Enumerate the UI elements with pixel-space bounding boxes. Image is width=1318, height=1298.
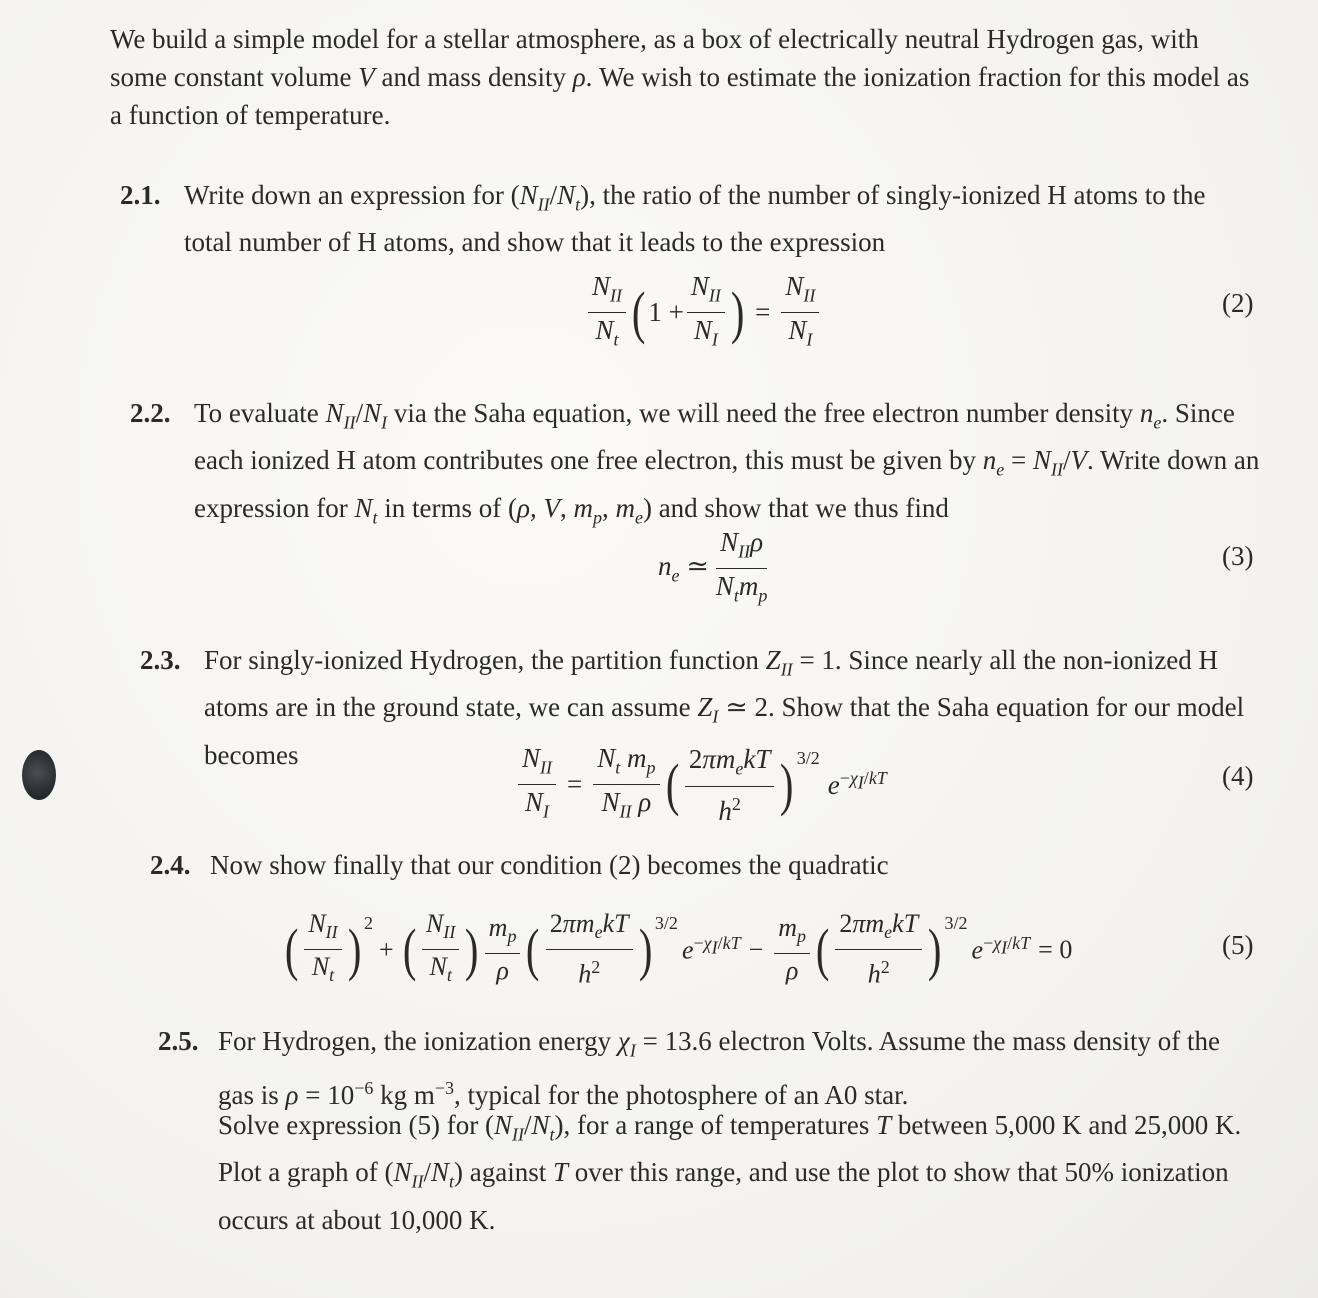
item-number: 2.1. [120, 180, 161, 210]
intro-paragraph: We build a simple model for a stellar atmosphere, as a box of electrically neutral Hydrogen gas, with some constant volume V and mass density ρ. We wish to estimate the ionization fraction for this model as a function of temperature. [110, 24, 1250, 130]
item-number: 2.3. [140, 645, 181, 675]
equation-number-5: (5) [1222, 930, 1254, 960]
item-number: 2.2. [130, 398, 171, 428]
equation-4: $\frac{N_{II}}{N_I}$ = $\frac{N_t m_p}{N_{II} \rho}$ ( $\frac{2\pi m_ekT}{h^2}$ ) $^{3/2}$ $e^{-\chi_I/kT}$ [515, 742, 887, 828]
equation-2: $\frac{N_{II}}{N_t}$ ( 1 + $\frac{N_{II}}{N_I}$ ) = $\frac{N_{II}}{N_I}$ [585, 270, 822, 356]
item-text: Write down an expression for $(N_{II}/N_t)$, the ratio of the number of singly-ionized H atoms to the total number of H atoms, and show that it leads to the expression [184, 180, 1206, 258]
binder-hole [22, 750, 56, 800]
item-text: For Hydrogen, the ionization energy $\chi_I = 13.6$ electron Volts. Assume the mass density of the gas is $\rho = 10^{-6}$ kg $m^{-3}$, typical for the photosphere of an A0 star. [218, 1026, 1220, 1111]
item-number: 2.4. [150, 850, 191, 880]
item-text: Now show finally that our condition (2) becomes the quadratic [210, 850, 889, 880]
item-text: To evaluate $N_{II}/N_I$ via the Saha equation, we will need the free electron number density $n_e$. Since each ionized H atom contributes one free electron, this must be given by $n_e = N_{II}/V$. Write down an expression for $N_t$ in terms of (ρ, V, $m_p$, $m_e$) and show that we thus find [194, 398, 1260, 528]
equation-number-3: (3) [1222, 541, 1254, 571]
equation-5: ( $\frac{N_{II}}{N_t}$ ) $^2$ + ( $\frac{N_{II}}{N_t}$ ) $\frac{m_p}{\rho}$ ( $\frac{2\pi m_ekT}{h^2}$ ) $^{3/2}$ $e^{-\chi_I/kT}$ − $\frac{m_p}{\rho}$ ( $\frac{2\pi m_ekT}{h^2}$ ) $^{3/2}$ $e^{-\chi_I/kT}$ = 0 [284, 909, 1073, 990]
equation-number-2: (2) [1222, 288, 1254, 318]
item-text: For singly-ionized Hydrogen, the partition function $Z_{II} = 1$. Since nearly all the non-ionized H atoms are in the ground state, we can assume $Z_I$ ≃ 2. Show that the Saha equation for our model becomes [204, 645, 1245, 770]
equation-number-4: (4) [1222, 761, 1254, 791]
equation-3: $n_e$ ≃ $\frac{N_{II}\rho}{N_tm_p}$ [658, 527, 768, 606]
item-text-2: Solve expression (5) for $(N_{II}/N_t)$, for a range of temperatures T between 5,000 K and 25,000 K. Plot a graph of $(N_{II}/N_t)$ against T over this range, and use the plot to show that 50% ionization occurs at about 10,000 K. [218, 1110, 1242, 1235]
item-number: 2.5. [158, 1026, 199, 1056]
